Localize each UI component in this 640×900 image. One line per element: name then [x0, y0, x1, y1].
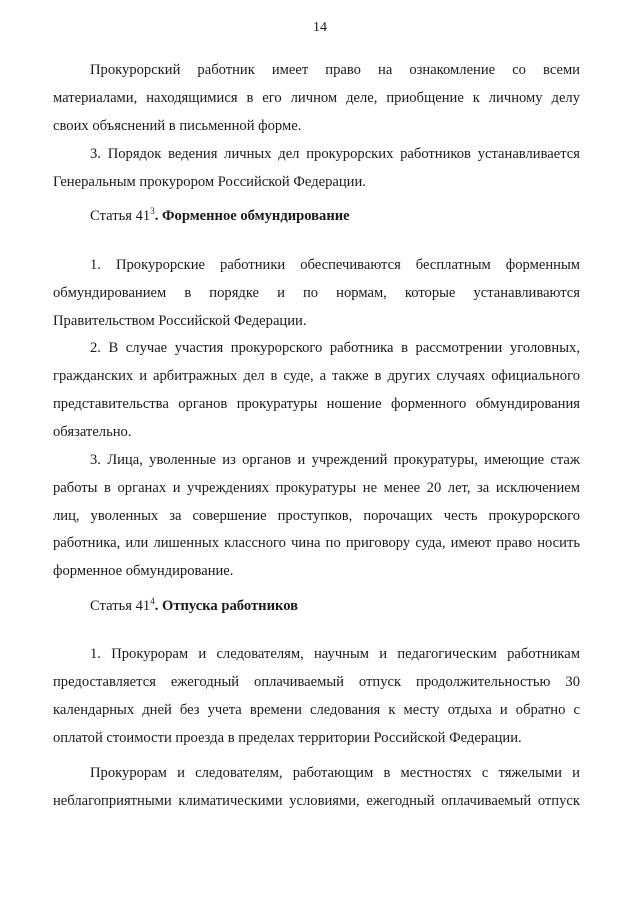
article-heading — [90, 207, 580, 225]
paragraph-line: оплатой стоимости проезда в пределах территории Российской Федерации. — [53, 730, 522, 746]
paragraph-line: 1. Прокурорам и следователям, научным и педагогическим работникам — [90, 646, 580, 662]
paragraph-line: форменное обмундирование. — [53, 563, 234, 579]
paragraph-line: работника, или лишенных классного чина по приговору суда, имеют право носить — [53, 535, 580, 551]
paragraph-line: гражданских и арбитражных дел в суде, а также в других случаях официального — [53, 368, 580, 384]
article-title: Форменное обмундирование — [161, 208, 350, 224]
paragraph-line: 1. Прокурорские работники обеспечиваются бесплатным форменным — [90, 257, 580, 273]
article-superscript: 3 — [150, 206, 155, 216]
paragraph-line: обмундированием в порядке и по нормам, которые устанавливаются — [53, 285, 580, 301]
article-title: Отпуска работников — [161, 598, 299, 614]
paragraph-line: Прокурорам и следователям, работающим в местностях с тяжелыми и — [90, 765, 580, 781]
article-superscript: 4 — [150, 596, 155, 606]
paragraph-line: обязательно. — [53, 424, 132, 440]
article-dot: . — [154, 208, 162, 224]
paragraph-line: представительства органов прокуратуры ношение форменного обмундирования — [53, 396, 580, 412]
paragraph-line: лиц, уволенных за совершение проступков, порочащих честь прокурорского — [53, 508, 580, 524]
article-heading — [90, 597, 580, 615]
paragraph-line: 3. Порядок ведения личных дел прокурорских работников устанавливается — [90, 146, 580, 162]
paragraph-line: работы в органах и учреждениях прокуратуры не менее 20 лет, за исключением — [53, 480, 580, 496]
paragraph-line: неблагоприятными климатическими условиями, ежегодный оплачиваемый отпуск — [53, 793, 580, 809]
paragraph-line: 2. В случае участия прокурорского работника в рассмотрении уголовных, — [90, 340, 580, 356]
paragraph-line: календарных дней без учета времени следования к месту отдыха и обратно с — [53, 702, 580, 718]
article-prefix: Статья 41 — [90, 208, 151, 224]
paragraph-line: предоставляется ежегодный оплачиваемый отпуск продолжительностью 30 — [53, 674, 580, 690]
paragraph-line: Прокурорский работник имеет право на ознакомление со всеми — [90, 62, 580, 78]
article-dot: . — [154, 598, 162, 614]
article-prefix: Статья 41 — [90, 598, 151, 614]
paragraph-line: 3. Лица, уволенные из органов и учреждений прокуратуры, имеющие стаж — [90, 452, 580, 468]
paragraph-line: Генеральным прокурором Российской Федерации. — [53, 174, 366, 190]
paragraph-line: Правительством Российской Федерации. — [53, 313, 307, 329]
paragraph-line: материалами, находящимися в его личном деле, приобщение к личному делу — [53, 90, 580, 106]
page-number: 14 — [313, 20, 327, 35]
paragraph-line: своих объяснений в письменной форме. — [53, 118, 302, 134]
